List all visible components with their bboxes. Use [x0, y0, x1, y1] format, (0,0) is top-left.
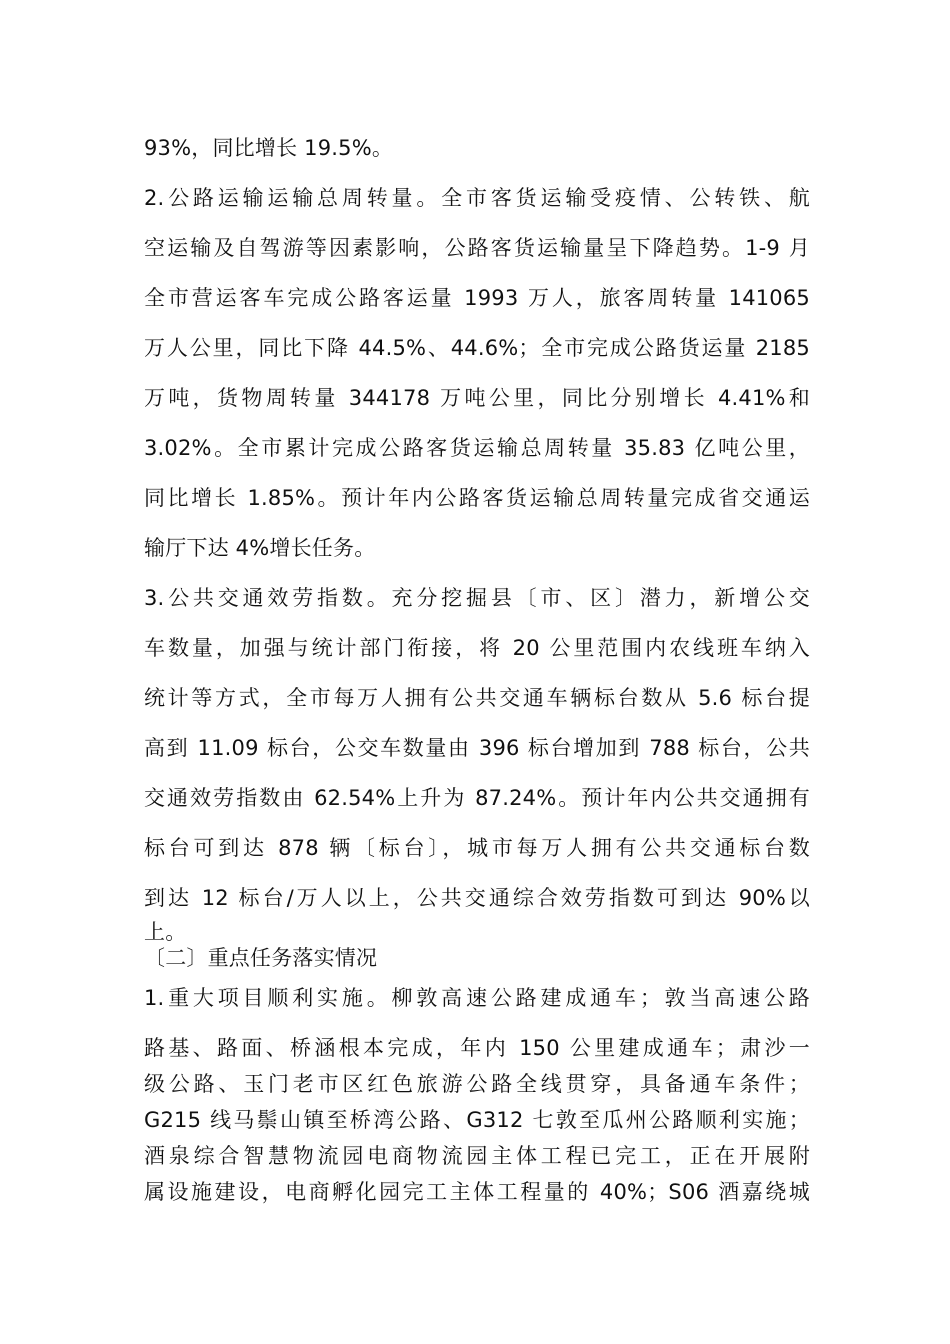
text-line: 空运输及自驾游等因素影响，公路客货运输量呈下降趋势。1-9 月: [144, 236, 810, 260]
text-line: 93%，同比增长 19.5%。: [144, 136, 394, 160]
text-line: 统计等方式，全市每万人拥有公共交通车辆标台数从 5.6 标台提: [144, 686, 810, 710]
text-line: 万吨，货物周转量 344178 万吨公里，同比分别增长 4.41%和: [144, 386, 810, 410]
text-line: 路基、路面、桥涵根本完成，年内 150 公里建成通车；肃沙一: [144, 1036, 810, 1060]
text-line: 万人公里，同比下降 44.5%、44.6%；全市完成公路货运量 2185: [144, 336, 810, 360]
text-line: 同比增长 1.85%。预计年内公路客货运输总周转量完成省交通运: [144, 486, 810, 510]
text-line: 级公路、玉门老市区红色旅游公路全线贯穿，具备通车条件；: [144, 1072, 810, 1096]
text-line: 高到 11.09 标台，公交车数量由 396 标台增加到 788 标台，公共: [144, 736, 810, 760]
text-line: 3.02%。全市累计完成公路客货运输总周转量 35.83 亿吨公里，: [144, 436, 810, 460]
text-line: 车数量，加强与统计部门衔接，将 20 公里范围内农线班车纳入: [144, 636, 810, 660]
text-line: 1.重大项目顺利实施。柳敦高速公路建成通车；敦当高速公路: [144, 986, 810, 1010]
text-line: 交通效劳指数由 62.54%上升为 87.24%。预计年内公共交通拥有: [144, 786, 810, 810]
text-line: 酒泉综合智慧物流园电商物流园主体工程已完工，正在开展附: [144, 1144, 810, 1168]
text-line: 全市营运客车完成公路客运量 1993 万人，旅客周转量 141065: [144, 286, 810, 310]
text-line: 标台可到达 878 辆〔标台〕，城市每万人拥有公共交通标台数: [144, 836, 810, 860]
section-heading: 〔二〕重点任务落实情况: [144, 946, 378, 970]
text-line: 上。: [144, 920, 187, 944]
text-line: 到达 12 标台/万人以上，公共交通综合效劳指数可到达 90%以: [144, 886, 810, 910]
text-line: G215 线马鬃山镇至桥湾公路、G312 七敦至瓜州公路顺利实施；: [144, 1108, 810, 1132]
text-line: 2.公路运输运输总周转量。全市客货运输受疫情、公转铁、航: [144, 186, 810, 210]
text-line: 输厅下达 4%增长任务。: [144, 536, 376, 560]
text-line: 3.公共交通效劳指数。充分挖掘县〔市、区〕潜力，新增公交: [144, 586, 810, 610]
text-line: 属设施建设，电商孵化园完工主体工程量的 40%；S06 酒嘉绕城: [144, 1180, 810, 1204]
